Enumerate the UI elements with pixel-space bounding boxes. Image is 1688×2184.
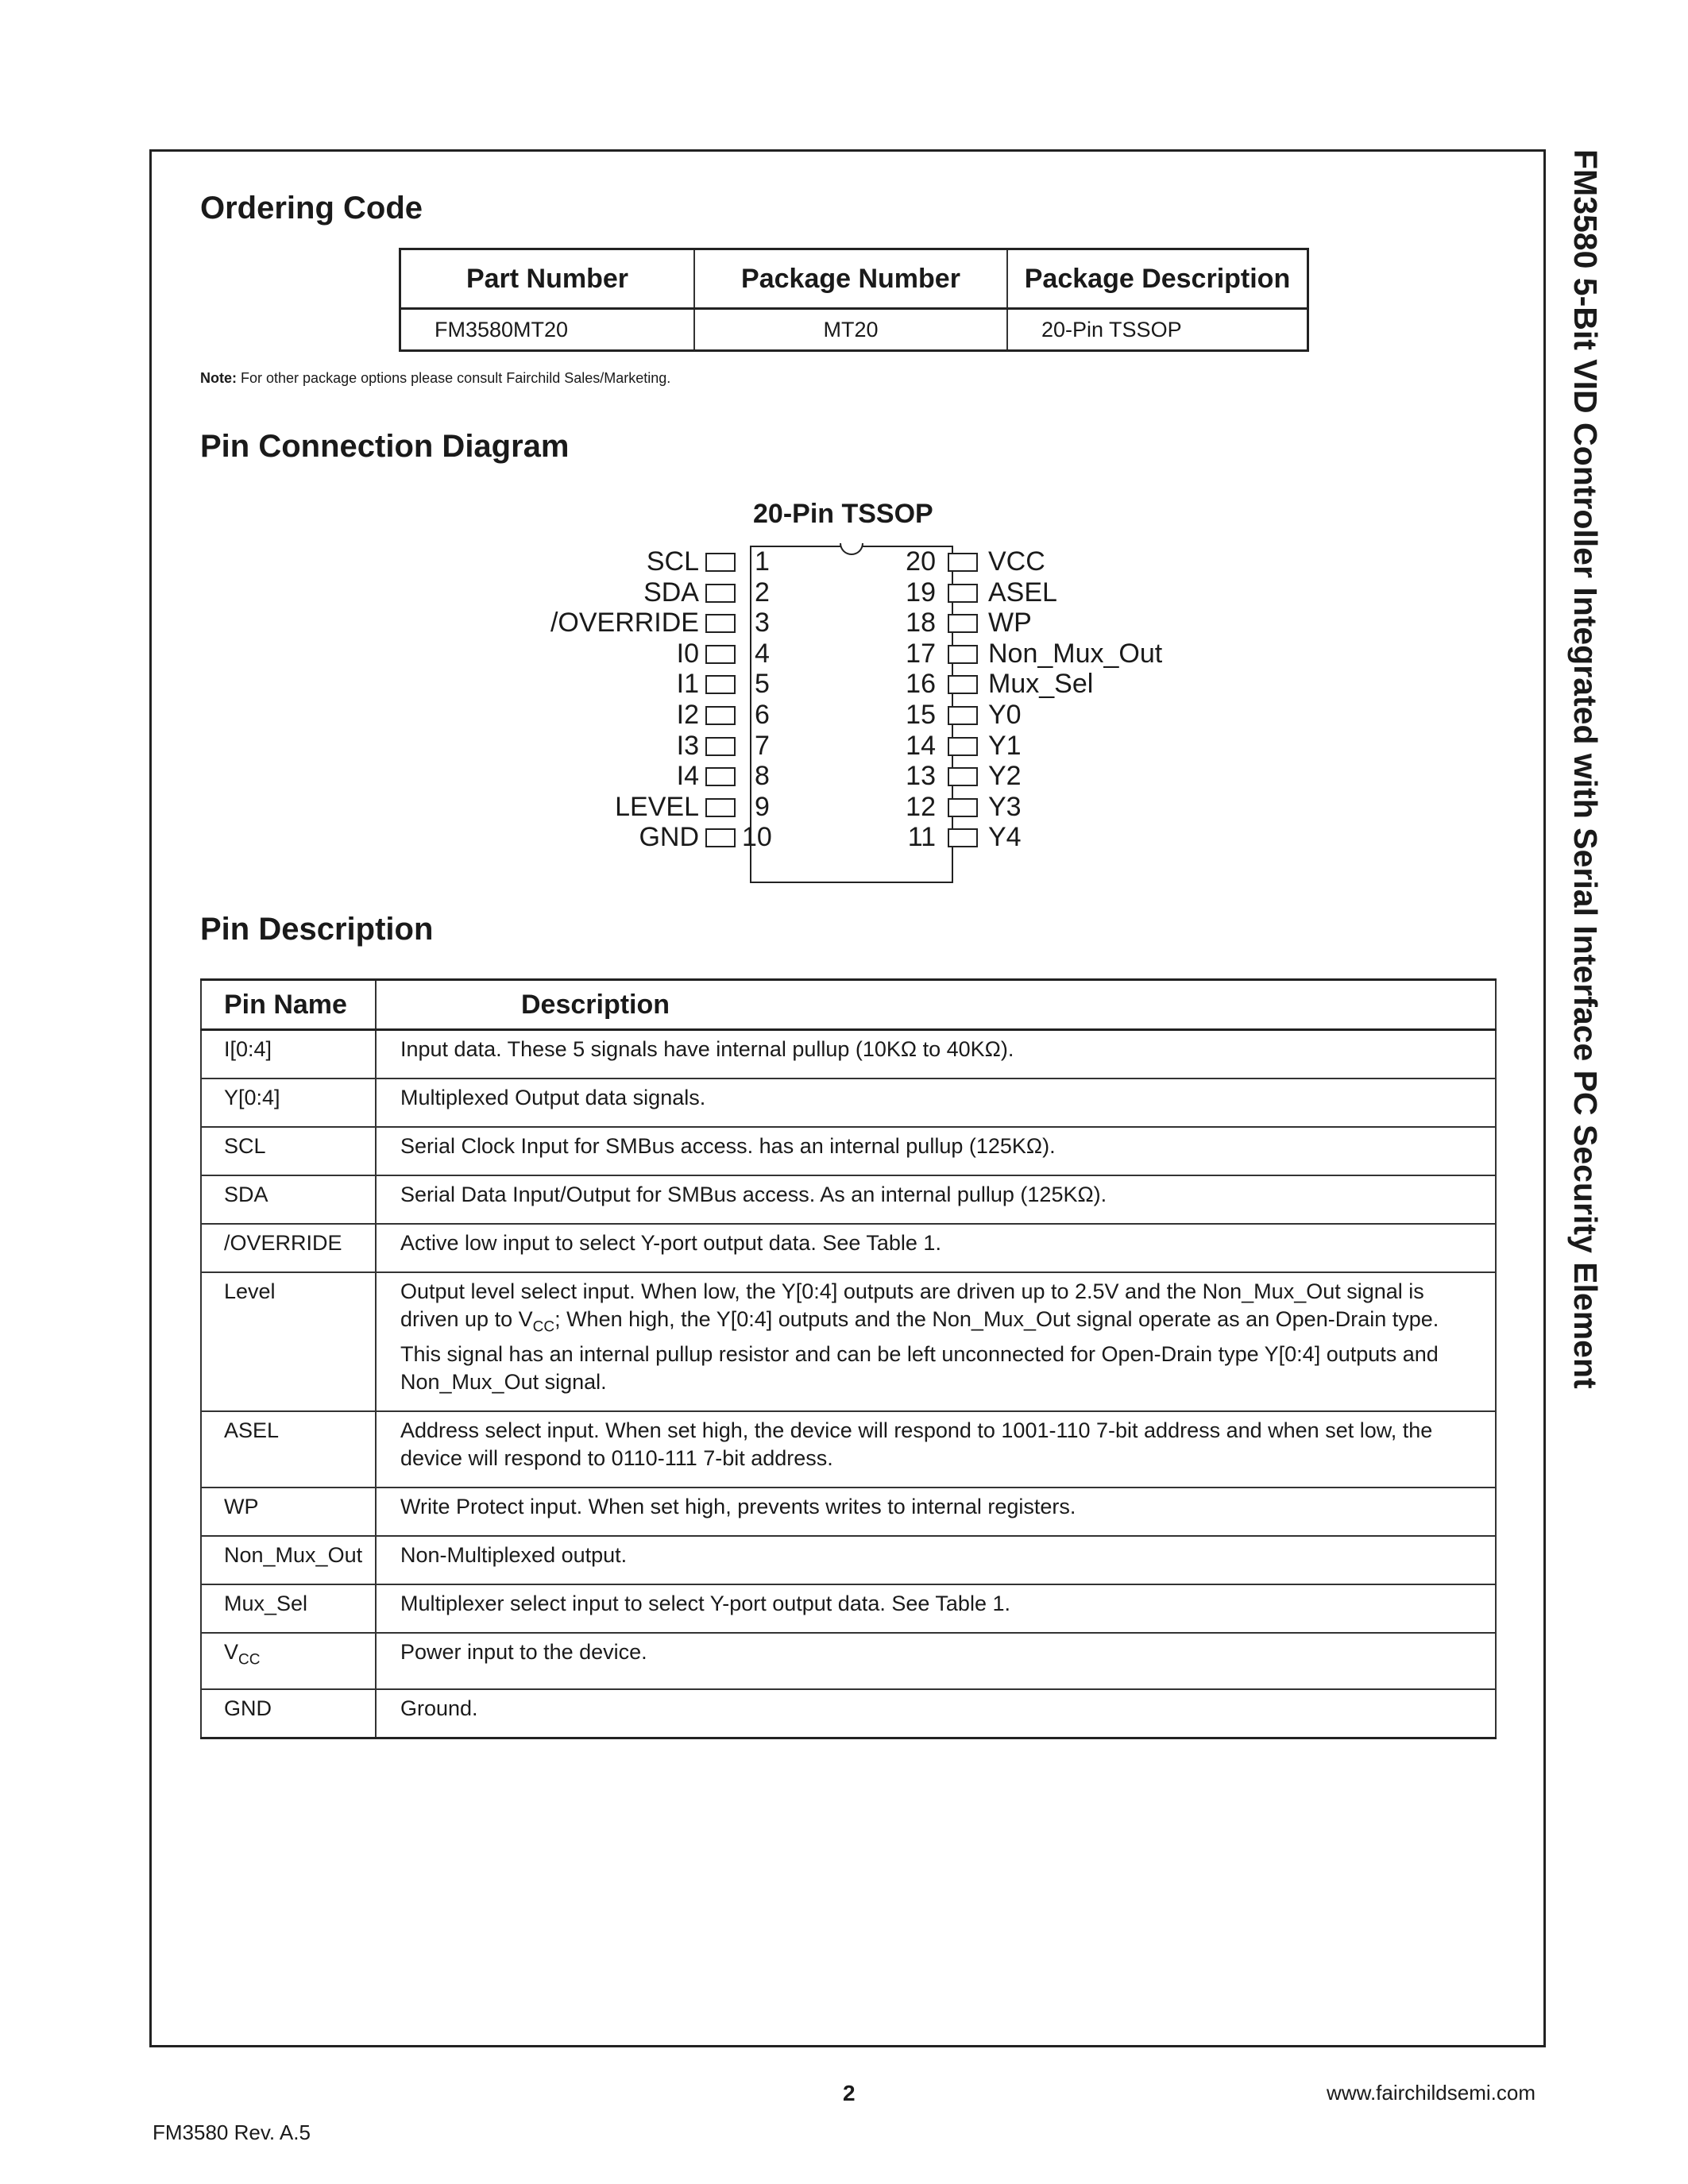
- pin-row-right: [0, 792, 1688, 823]
- pin-row-right: [0, 608, 1688, 639]
- pin-label-left: SDA: [643, 577, 699, 608]
- pin-desc: Serial Clock Input for SMBus access. has an internal pullup (125KΩ).: [376, 1127, 1496, 1175]
- table-row: [201, 1030, 1496, 1079]
- pin-number-left: 1: [755, 546, 770, 577]
- table-row: [201, 1078, 1496, 1127]
- pin-lead-right: [948, 645, 978, 664]
- pin-number-right: 15: [906, 700, 936, 730]
- description-header: Description: [376, 980, 1496, 1030]
- pin-number-right: 20: [906, 546, 936, 577]
- footer-revision: FM3580 Rev. A.5: [153, 2120, 311, 2144]
- pin-label-right: Y3: [988, 791, 1022, 822]
- pin-name-sub: CC: [238, 1651, 261, 1669]
- ordering-header-package-description: Package Description: [1007, 249, 1308, 309]
- pin-row-right: [0, 639, 1688, 669]
- pin-number-left: 9: [755, 791, 770, 822]
- table-row: [201, 1633, 1496, 1688]
- pin-lead-right: [948, 737, 978, 756]
- pin-name: SDA: [201, 1175, 376, 1224]
- note-label: Note:: [200, 370, 237, 386]
- table-row: [201, 1411, 1496, 1488]
- table-row: [201, 1224, 1496, 1272]
- pin-lead-right: [948, 706, 978, 725]
- ordering-cell-part: FM3580MT20: [400, 309, 695, 351]
- pin-label-left: LEVEL: [615, 791, 699, 822]
- pin-desc: Input data. These 5 signals have internal pullup (10KΩ to 40KΩ).: [376, 1030, 1496, 1079]
- pin-number-left: 10: [742, 822, 772, 853]
- pin-name: [201, 1633, 376, 1688]
- pin-desc: Address select input. When set high, the device will respond to 1001-110 7-bit address and when set low, the device will respond to 0110-111 7-bit address.: [376, 1411, 1496, 1488]
- pin-number-left: 7: [755, 730, 770, 761]
- pin-number-right: 12: [906, 791, 936, 822]
- pin-row-right: [0, 546, 1688, 577]
- pin-lead-right: [948, 828, 978, 847]
- pin-number-left: 4: [755, 638, 770, 669]
- table-row: [201, 1175, 1496, 1224]
- pin-label-right: WP: [988, 608, 1032, 639]
- table-row: [201, 1536, 1496, 1584]
- ordering-header-package-number: Package Number: [694, 249, 1007, 309]
- ordering-cell-package-description: 20-Pin TSSOP: [1007, 309, 1308, 351]
- pin-name: GND: [201, 1689, 376, 1738]
- pin-desc: Active low input to select Y-port output data. See Table 1.: [376, 1224, 1496, 1272]
- pin-desc: Write Protect input. When set high, prevents writes to internal registers.: [376, 1488, 1496, 1536]
- table-row: [201, 1488, 1496, 1536]
- pin-lead-right: [948, 798, 978, 817]
- pin-desc: [376, 1272, 1496, 1411]
- pin-name: WP: [201, 1488, 376, 1536]
- pin-label-left: I4: [676, 761, 699, 792]
- pin-label-right: Y0: [988, 700, 1022, 730]
- pin-number-right: 14: [906, 730, 936, 761]
- pin-label-right: Y4: [988, 822, 1022, 853]
- pin-label-left: GND: [639, 822, 699, 853]
- pin-description-heading: Pin Description: [200, 912, 434, 947]
- pin-number-right: 13: [906, 761, 936, 792]
- pin-number-left: 5: [755, 669, 770, 700]
- pin-number-right: 11: [907, 822, 936, 853]
- pin-name: Non_Mux_Out: [201, 1536, 376, 1584]
- pin-number-left: 8: [755, 761, 770, 792]
- ordering-cell-package-number: MT20: [694, 309, 1007, 351]
- pin-number-right: 19: [906, 577, 936, 608]
- pin-label-left: I3: [676, 730, 699, 761]
- pin-desc: Ground.: [400, 1696, 478, 1720]
- pin-lead-right: [948, 675, 978, 694]
- ordering-note: [200, 370, 670, 387]
- pin-lead-right: [948, 614, 978, 633]
- pin-desc: Multiplexed Output data signals.: [376, 1078, 1496, 1127]
- pin-name-header: Pin Name: [201, 980, 376, 1030]
- pin-row-right: [0, 822, 1688, 853]
- level-desc-a: Output level select input. When low, the Y[0:4] outputs are driven up to 2.5V and the Non_Mux_Out signal is driven up to V: [400, 1279, 1424, 1331]
- table-row: [201, 1689, 1496, 1738]
- pin-label-right: VCC: [988, 546, 1045, 577]
- table-row: [201, 1584, 1496, 1633]
- pin-name: /OVERRIDE: [201, 1224, 376, 1272]
- pin-name: ASEL: [201, 1411, 376, 1488]
- page-number: 2: [843, 2081, 856, 2105]
- pin-description-table: [200, 978, 1497, 1739]
- pin-desc: Non-Multiplexed output.: [376, 1536, 1496, 1584]
- pin-lead-right: [948, 553, 978, 572]
- pin-name: Mux_Sel: [201, 1584, 376, 1633]
- pin-row-right: [0, 669, 1688, 700]
- pin-number-right: 17: [906, 638, 936, 669]
- pin-name: I[0:4]: [201, 1030, 376, 1079]
- pin-row-right: [0, 700, 1688, 731]
- pin-name-main: V: [224, 1640, 239, 1665]
- table-row: [201, 1272, 1496, 1411]
- pin-number-right: 16: [906, 669, 936, 700]
- pin-desc: Multiplexer select input to select Y-port output data. See Table 1.: [376, 1584, 1496, 1633]
- pin-lead-right: [948, 584, 978, 603]
- ordering-header-part: Part Number: [400, 249, 695, 309]
- note-text: For other package options please consult Fairchild Sales/Marketing.: [241, 370, 671, 386]
- footer-url[interactable]: www.fairchildsemi.com: [1327, 2081, 1535, 2105]
- ordering-table: [399, 248, 1309, 352]
- pin-label-left: I2: [676, 700, 699, 730]
- pin-label-right: Y1: [988, 730, 1022, 761]
- pin-name: Level: [201, 1272, 376, 1411]
- side-title: FM3580 5-Bit VID Controller Integrated with Serial Interface PC Security Element: [1567, 149, 1604, 1389]
- level-desc-b: ; When high, the Y[0:4] outputs and the Non_Mux_Out signal operate as an Open-Drain type. This signal has an internal pullup resistor and can be left unconnected for Open-Drain type Y[0:4] outputs and Non_Mux_Out signal.: [400, 1307, 1439, 1395]
- pin-label-right: ASEL: [988, 577, 1057, 608]
- ordering-heading: Ordering Code: [200, 191, 423, 226]
- pin-label-right: Non_Mux_Out: [988, 638, 1163, 669]
- package-label: 20-Pin TSSOP: [753, 499, 933, 529]
- pin-label-right: Mux_Sel: [988, 669, 1094, 700]
- pin-name: Y[0:4]: [201, 1078, 376, 1127]
- pin-number-right: 18: [906, 608, 936, 639]
- pin-row-right: [0, 761, 1688, 792]
- pin-number-left: 3: [755, 608, 770, 639]
- pin-number-left: 2: [755, 577, 770, 608]
- pin-label-left: I0: [676, 638, 699, 669]
- table-row: [201, 1127, 1496, 1175]
- pin-label-left: I1: [676, 669, 699, 700]
- pin-desc: Power input to the device.: [376, 1633, 1496, 1688]
- pin-label-left: /OVERRIDE: [550, 608, 699, 639]
- pin-row-right: [0, 577, 1688, 608]
- pin-number-left: 6: [755, 700, 770, 730]
- level-desc-sub: CC: [532, 1318, 555, 1336]
- pin-desc: Serial Data Input/Output for SMBus access. As an internal pullup (125KΩ).: [376, 1175, 1496, 1224]
- diagram-heading: Pin Connection Diagram: [200, 429, 570, 464]
- pin-label-left: SCL: [646, 546, 699, 577]
- pin-label-right: Y2: [988, 761, 1022, 792]
- pin-lead-right: [948, 767, 978, 786]
- pin-row-right: [0, 731, 1688, 762]
- pin-name: SCL: [201, 1127, 376, 1175]
